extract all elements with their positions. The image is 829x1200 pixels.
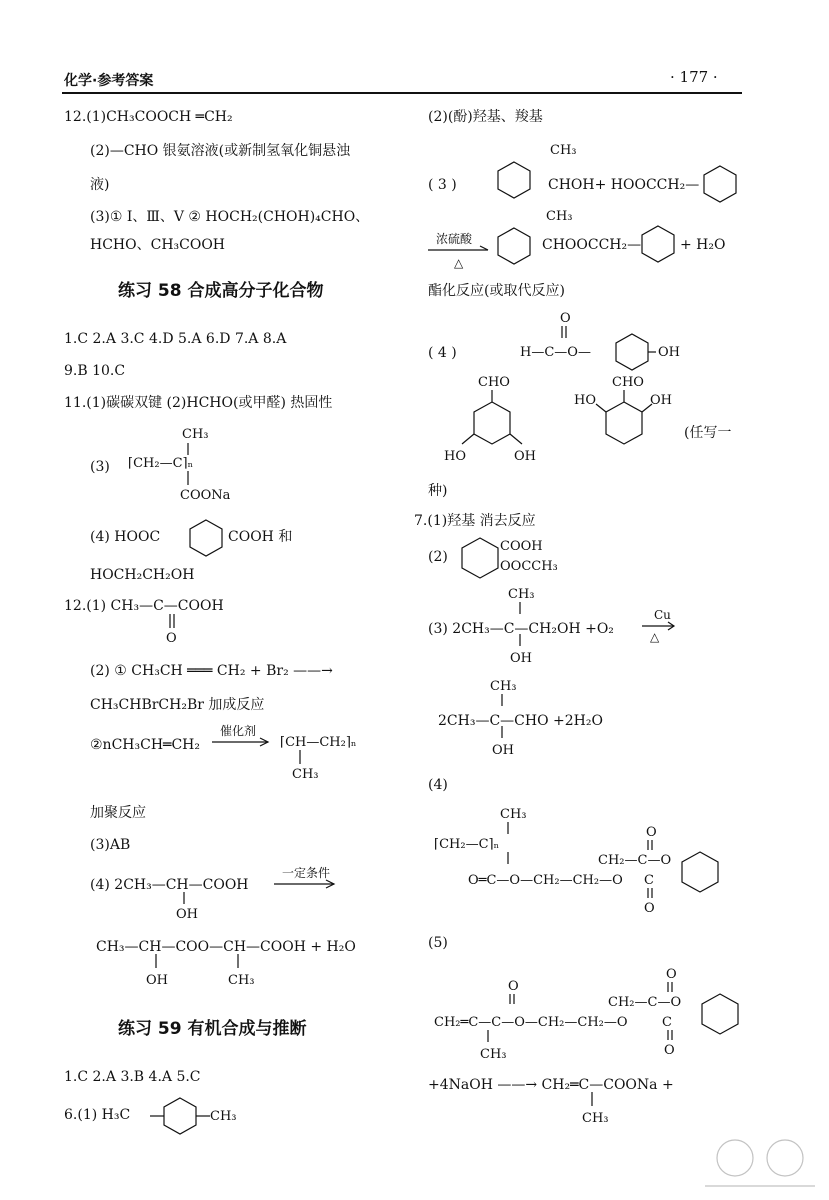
q11-4-label: (4) HOOC bbox=[90, 529, 161, 545]
aspirin-structure bbox=[456, 536, 586, 580]
svg-text:⌈CH₂—C⌉ₙ: ⌈CH₂—C⌉ₙ bbox=[128, 456, 194, 471]
section-59-title: 练习 59 有机合成与推断 bbox=[118, 1019, 307, 1039]
q12-line1: 12.(1)CH₃COOCH ═CH₂ bbox=[64, 109, 233, 125]
q7-3: (3) 2CH₃—C—CH₂OH +O₂ bbox=[428, 621, 614, 637]
r-q3-benzene bbox=[494, 140, 577, 200]
svg-text:CHO: CHO bbox=[478, 375, 510, 390]
q12-3-ab: (3)AB bbox=[90, 837, 131, 853]
heat-symbol: △ bbox=[454, 256, 464, 270]
header-rule bbox=[62, 92, 742, 94]
svg-text:CH₃: CH₃ bbox=[550, 143, 577, 158]
r-q2: (2)(酚)羟基、羧基 bbox=[428, 109, 543, 125]
svg-text:⌈CH—CH₂⌉ₙ: ⌈CH—CH₂⌉ₙ bbox=[280, 735, 357, 750]
q7-3-substituents bbox=[504, 584, 534, 674]
q11-line1: 11.(1)碳碳双键 (2)HCHO(或甲醛) 热固性 bbox=[64, 395, 333, 411]
q7-5-label: (5) bbox=[428, 935, 448, 951]
q12-1: 12.(1) CH₃—C—COOH bbox=[64, 598, 224, 614]
q12-4a: (4) 2CH₃—CH—COOH bbox=[90, 877, 249, 893]
q7-4-polymer-structure bbox=[432, 800, 732, 920]
svg-text:HO: HO bbox=[574, 393, 596, 408]
r-q3-label: ( 3 ) bbox=[428, 177, 457, 193]
svg-text:CH₃: CH₃ bbox=[546, 209, 573, 224]
q12-line3: 液) bbox=[90, 177, 110, 193]
svg-text:CH₃: CH₃ bbox=[490, 679, 517, 694]
answers-58-row2: 9.B 10.C bbox=[64, 363, 126, 379]
lactic-substituents bbox=[146, 954, 266, 990]
svg-text:HO: HO bbox=[444, 449, 466, 464]
section-58-title: 练习 58 合成高分子化合物 bbox=[118, 281, 324, 301]
reaction-arrow-3 bbox=[640, 620, 680, 632]
svg-text:H—C—O—: H—C—O— bbox=[520, 345, 591, 360]
watermark-logo bbox=[695, 1136, 825, 1196]
svg-text:O: O bbox=[508, 979, 519, 994]
svg-text:OH: OH bbox=[176, 907, 198, 922]
dihydroxybenzaldehyde-1 bbox=[430, 372, 550, 472]
r-q3-c: CHOOCCH₂— bbox=[542, 237, 642, 253]
answers-58-row1: 1.C 2.A 3.C 4.D 5.A 6.D 7.A 8.A bbox=[64, 331, 287, 347]
answers-59: 1.C 2.A 3.B 4.A 5.C bbox=[64, 1069, 201, 1085]
svg-text:O: O bbox=[166, 631, 177, 646]
q12-3: CH₃CHBrCH₂Br 加成反应 bbox=[90, 697, 265, 713]
q11-3-label: (3) bbox=[90, 459, 110, 475]
carbonyl-o bbox=[160, 612, 190, 646]
heat-symbol-2: △ bbox=[650, 630, 660, 644]
q7-3b: 2CH₃—C—CHO +2H₂O bbox=[438, 713, 603, 729]
polypropylene-structure bbox=[280, 728, 380, 788]
r-q3-benzene-2 bbox=[700, 164, 740, 204]
q7-5-monomer-structure bbox=[432, 964, 752, 1074]
svg-text:CH₂═C—C—O—CH₂—CH₂—O: CH₂═C—C—O—CH₂—CH₂—O bbox=[434, 1015, 628, 1030]
cu-catalyst: Cu bbox=[654, 608, 671, 622]
svg-text:CH₃: CH₃ bbox=[508, 587, 535, 602]
svg-text:CH₂—C—O: CH₂—C—O bbox=[598, 853, 672, 868]
svg-text:COONa: COONa bbox=[180, 488, 231, 503]
r-q3-d: + H₂O bbox=[680, 237, 726, 253]
svg-text:O: O bbox=[646, 825, 657, 840]
q7-last-methyl bbox=[580, 1092, 610, 1132]
svg-text:CH₃: CH₃ bbox=[292, 767, 319, 782]
conc-sulfuric-label: 浓硫酸 bbox=[436, 232, 473, 246]
reaction-arrow bbox=[212, 734, 274, 754]
q12-poly-label: 加聚反应 bbox=[90, 805, 146, 821]
oh-substituent bbox=[176, 892, 206, 922]
benzene-ring-icon bbox=[186, 518, 226, 558]
svg-text:CH₃: CH₃ bbox=[582, 1111, 609, 1126]
r-q3-benzene-4 bbox=[638, 224, 678, 264]
svg-text:O: O bbox=[666, 967, 677, 982]
svg-text:C: C bbox=[662, 1015, 672, 1030]
q7-3b-substituents bbox=[484, 676, 517, 766]
q12-4b: CH₃—CH—COO—CH—COOH + H₂O bbox=[96, 939, 356, 955]
q11-4-label-b: COOH 和 bbox=[228, 529, 293, 545]
q11-5: HOCH₂CH₂OH bbox=[90, 567, 195, 583]
svg-text:CH₃: CH₃ bbox=[228, 973, 255, 988]
q11-3-polymer-structure bbox=[120, 425, 250, 505]
q12-line5: HCHO、CH₃COOH bbox=[90, 237, 226, 253]
r-q4-label: ( 4 ) bbox=[428, 345, 457, 361]
svg-text:O: O bbox=[664, 1043, 675, 1058]
q12-4: ②nCH₃CH═CH₂ bbox=[90, 737, 200, 753]
q7-4-label: (4) bbox=[428, 777, 448, 793]
q6-1: 6.(1) H₃C bbox=[64, 1107, 131, 1123]
catalyst-label: 催化剂 bbox=[220, 724, 257, 738]
r-kind: 种) bbox=[428, 483, 448, 499]
svg-text:CH₂—C—O: CH₂—C—O bbox=[608, 995, 682, 1010]
p-xylene-structure bbox=[150, 1096, 240, 1136]
svg-text:OOCCH₃: OOCCH₃ bbox=[500, 559, 558, 574]
q7-last: +4NaOH ——→ CH₂═C—COONa + bbox=[428, 1077, 674, 1093]
svg-text:OH: OH bbox=[650, 393, 672, 408]
svg-text:OH: OH bbox=[492, 743, 514, 758]
svg-text:OH: OH bbox=[510, 651, 532, 666]
r-any-one: (任写一 bbox=[684, 425, 732, 441]
q12-line2: (2)—CHO 银氨溶液(或新制氢氧化铜悬浊 bbox=[90, 143, 351, 159]
svg-text:⌈CH₂—C⌉ₙ: ⌈CH₂—C⌉ₙ bbox=[434, 837, 500, 852]
svg-text:CHO: CHO bbox=[612, 375, 644, 390]
svg-text:O: O bbox=[560, 311, 571, 326]
condition-label: 一定条件 bbox=[282, 866, 331, 880]
svg-text:CH₃: CH₃ bbox=[480, 1047, 507, 1062]
r-esterification: 酯化反应(或取代反应) bbox=[428, 283, 565, 299]
q7-2-label: (2) bbox=[428, 549, 448, 565]
svg-text:O═C—O—CH₂—CH₂—O: O═C—O—CH₂—CH₂—O bbox=[468, 873, 623, 888]
r-q3-b: CHOH+ HOOCCH₂— bbox=[548, 177, 700, 193]
page-header-title: 化学·参考答案 bbox=[64, 73, 154, 89]
svg-text:O: O bbox=[644, 901, 655, 916]
q12-2: (2) ① CH₃CH ═══ CH₂ + Br₂ ——→ bbox=[90, 663, 333, 679]
svg-text:OH: OH bbox=[658, 345, 680, 360]
svg-text:CH₃: CH₃ bbox=[210, 1109, 237, 1124]
svg-text:OH: OH bbox=[514, 449, 536, 464]
svg-text:C: C bbox=[644, 873, 654, 888]
svg-text:OH: OH bbox=[146, 973, 168, 988]
dihydroxybenzaldehyde-2 bbox=[566, 372, 686, 452]
svg-text:CH₃: CH₃ bbox=[182, 427, 209, 442]
q12-line4: (3)① Ⅰ、Ⅲ、Ⅴ ② HOCH₂(CHOH)₄CHO、 bbox=[90, 209, 370, 225]
svg-text:CH₃: CH₃ bbox=[500, 807, 527, 822]
reaction-arrow-2 bbox=[274, 876, 340, 896]
page-number: · 177 · bbox=[670, 68, 718, 86]
formate-ester-structure bbox=[520, 312, 690, 372]
q7-1: 7.(1)羟基 消去反应 bbox=[414, 513, 536, 529]
svg-text:COOH: COOH bbox=[500, 539, 543, 554]
